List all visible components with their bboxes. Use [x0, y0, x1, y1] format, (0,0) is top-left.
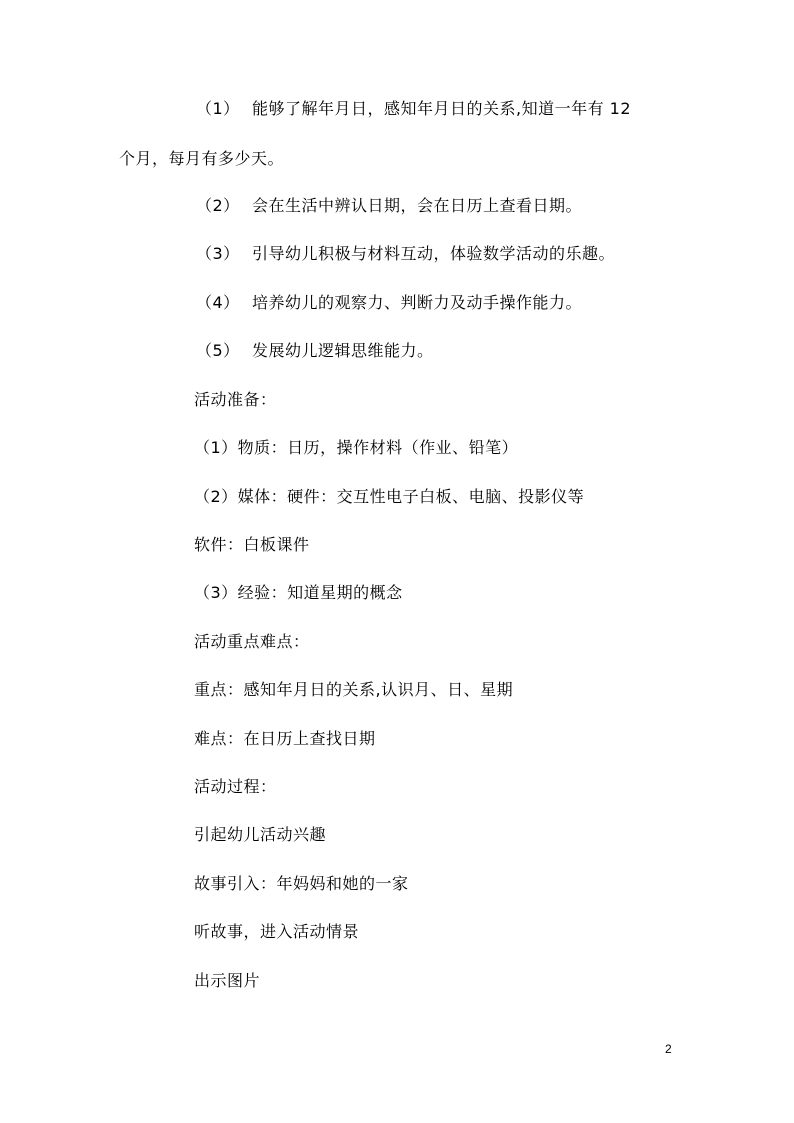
process-step-2: 故事引入：年妈妈和她的一家 — [194, 874, 409, 893]
objective-5 — [196, 340, 434, 362]
preparation-materials: （1）物质：日历，操作材料（作业、铅笔） — [194, 438, 519, 457]
section-heading-key-points: 活动重点难点： — [194, 632, 310, 651]
objective-1-number: （1） — [196, 99, 240, 118]
key-point: 重点：感知年月日的关系,认识月、日、星期 — [194, 680, 514, 699]
process-step-1: 引起幼儿活动兴趣 — [194, 825, 327, 844]
objective-5-number: （5） — [196, 341, 240, 360]
objective-3-text: 引导幼儿积极与材料互动，体验数学活动的乐趣。 — [252, 244, 616, 263]
preparation-experience: （3）经验：知道星期的概念 — [194, 583, 403, 602]
section-heading-preparation: 活动准备： — [194, 390, 277, 409]
objective-1 — [196, 98, 631, 120]
page-number: 2 — [665, 1042, 672, 1056]
objective-3 — [196, 243, 615, 265]
objective-1-text: 能够了解年月日，感知年月日的关系,知道一年有 12 — [252, 99, 632, 118]
objective-1-continuation: 个月，每月有多少天。 — [119, 149, 285, 168]
objective-5-text: 发展幼儿逻辑思维能力。 — [252, 341, 434, 360]
objective-4-text: 培养幼儿的观察力、判断力及动手操作能力。 — [252, 293, 583, 312]
preparation-media: （2）媒体：硬件：交互性电子白板、电脑、投影仪等 — [194, 487, 585, 506]
objective-2-text: 会在生活中辨认日期，会在日历上查看日期。 — [252, 196, 583, 215]
objective-3-number: （3） — [196, 244, 240, 263]
section-heading-process: 活动过程： — [194, 777, 277, 796]
process-step-4: 出示图片 — [194, 971, 261, 990]
process-step-3: 听故事，进入活动情景 — [194, 922, 360, 941]
objective-2-number: （2） — [196, 196, 240, 215]
preparation-software: 软件：白板课件 — [194, 535, 310, 554]
difficult-point: 难点：在日历上查找日期 — [194, 729, 376, 748]
objective-4-number: （4） — [196, 293, 240, 312]
objective-4 — [196, 292, 582, 314]
objective-2 — [196, 195, 582, 217]
